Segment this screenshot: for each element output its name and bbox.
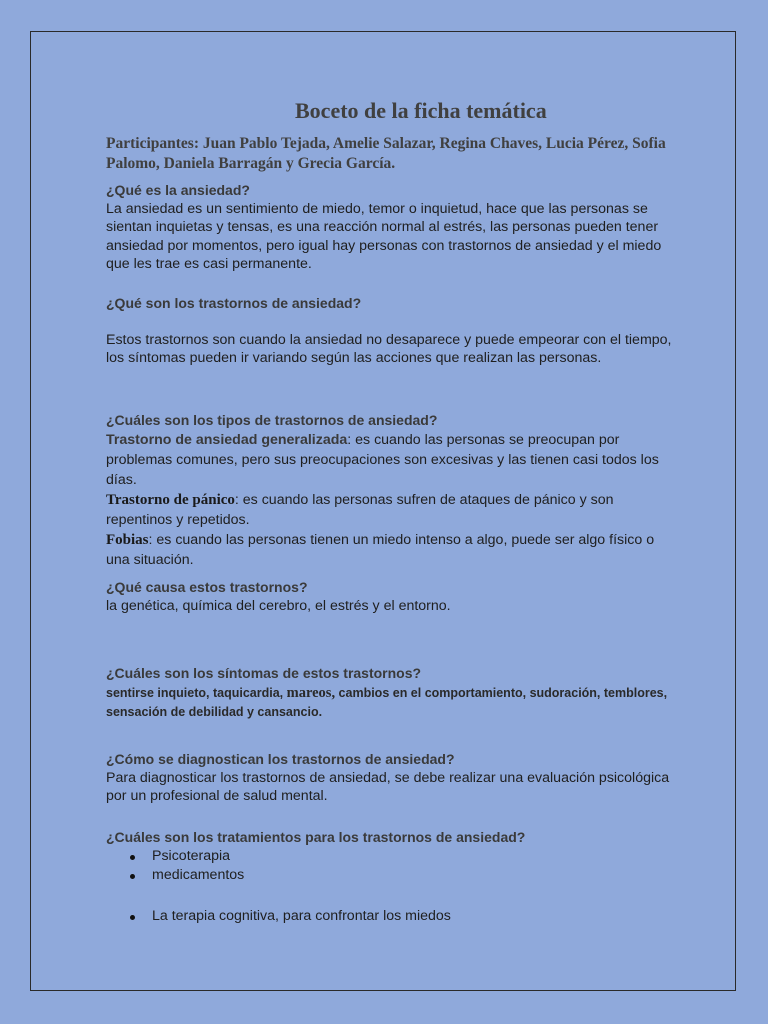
type-description: : es cuando las personas se preocupan por problemas comunes, pero sus preocupaciones son excesivas y las tienen casi todos los días. xyxy=(106,432,659,488)
symptoms-part: cambios en el comportamiento, sudoración, temblores, sensación de debilidad y cansancio. xyxy=(106,685,668,719)
participants-line: Participantes: Juan Pablo Tejada, Amelie Salazar, Regina Chaves, Lucia Pérez, Sofia Palomo, Daniela Barragán y Grecia García. xyxy=(106,135,666,172)
type-term: Trastorno de pánico xyxy=(106,492,235,508)
type-generalized xyxy=(106,430,676,490)
list-item: Psicoterapia xyxy=(152,847,676,867)
section-what-are-disorders xyxy=(106,294,676,368)
type-phobias xyxy=(106,530,676,570)
question-heading: ¿Qué causa estos trastornos? xyxy=(106,579,308,595)
question-heading: ¿Cuáles son los tratamientos para los trastornos de ansiedad? xyxy=(106,829,526,845)
section-diagnosis xyxy=(106,750,676,806)
list-item: medicamentos xyxy=(152,866,676,886)
question-heading: ¿Qué son los trastornos de ansiedad? xyxy=(106,295,362,311)
symptoms-part: mareos, xyxy=(286,684,336,701)
type-description: : es cuando las personas tienen un miedo intenso a algo, puede ser algo físico o una situación. xyxy=(106,532,655,568)
answer-text xyxy=(106,684,676,722)
answer-text: La ansiedad es un sentimiento de miedo, temor o inquietud, hace que las personas se sientan inquietas y tensas, es una reacción normal al estrés, las personas pueden tener ansiedad por momentos, pero igual hay personas con trastornos de ansiedad y el miedo que les trae es casi permanente. xyxy=(106,200,662,272)
section-symptoms xyxy=(106,664,676,722)
treatment-list xyxy=(106,847,676,927)
answer-text: Estos trastornos son cuando la ansiedad no desaparece y puede empeorar con el tiempo, los síntomas pueden ir variando según las acciones que realizan las personas. xyxy=(106,331,672,366)
type-term: Trastorno de ansiedad generalizada xyxy=(106,432,348,448)
question-heading: ¿Cuáles son los síntomas de estos trastornos? xyxy=(106,665,422,681)
question-heading: ¿Cuáles son los tipos de trastornos de ansiedad? xyxy=(106,412,438,428)
document-title: Boceto de la ficha temática xyxy=(295,98,547,123)
type-panic xyxy=(106,490,676,530)
section-types xyxy=(106,411,676,570)
type-term: Fobias xyxy=(106,532,149,548)
question-heading: ¿Cómo se diagnostican los trastornos de ansiedad? xyxy=(106,751,455,767)
list-item: La terapia cognitiva, para confrontar los miedos xyxy=(152,907,676,927)
answer-text: la genética, química del cerebro, el estrés y el entorno. xyxy=(106,597,451,614)
question-heading: ¿Qué es la ansiedad? xyxy=(106,182,250,198)
symptoms-part: sentirse inquieto, taquicardia, xyxy=(106,685,287,700)
answer-text: Para diagnosticar los trastornos de ansiedad, se debe realizar una evaluación psicológica por un profesional de salud mental. xyxy=(106,769,670,804)
section-what-is-anxiety xyxy=(106,181,676,274)
section-treatments xyxy=(106,828,676,926)
type-description: : es cuando las personas sufren de ataques de pánico y son repentinos y repetidos. xyxy=(106,492,614,528)
section-causes xyxy=(106,578,676,615)
